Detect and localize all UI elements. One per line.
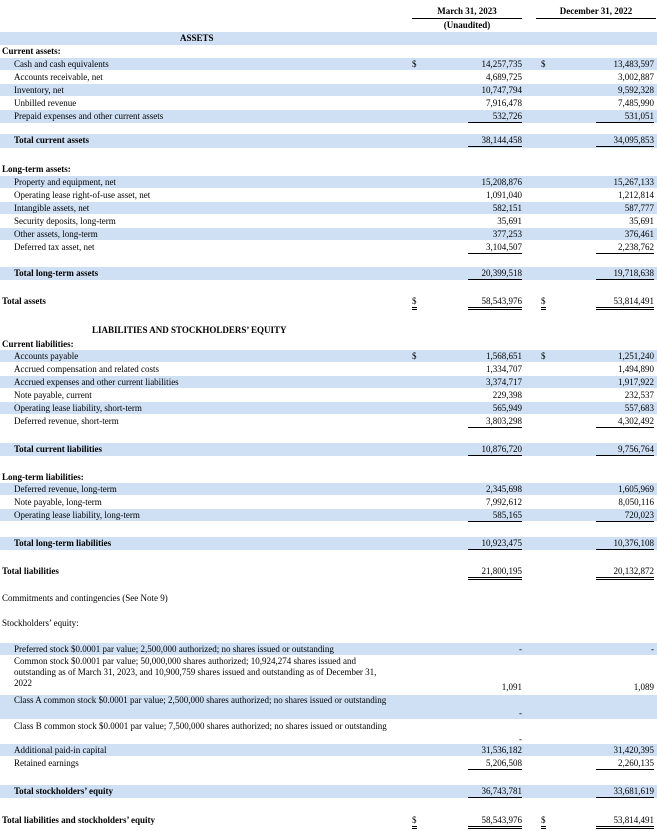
currency-symbol: $	[412, 59, 417, 69]
row-label: Long-term liabilities:	[2, 472, 84, 482]
value-march-2023: 229,398	[492, 390, 522, 400]
line-item-row	[0, 496, 657, 508]
total-row	[0, 134, 657, 148]
value-march-2023: -	[519, 708, 522, 718]
line-item-row	[0, 376, 657, 388]
value-december-2022: 10,376,108	[596, 537, 654, 550]
row-label: Class A common stock $0.0001 par value; 2,500,000 shares authorized; no shares issued or outstanding	[14, 695, 387, 705]
row-label: Accounts payable	[14, 351, 79, 361]
value-march-2023: 21,800,195	[468, 565, 522, 580]
value-december-2022: 2,260,135	[596, 757, 654, 770]
value-december-2022: 1,212,814	[618, 190, 654, 200]
total-row	[0, 537, 657, 550]
row-label: Total liabilities and stockholders’ equity	[2, 815, 156, 825]
value-march-2023: 3,104,507	[468, 241, 522, 254]
total-row	[0, 814, 657, 827]
value-december-2022: 20,132,872	[596, 565, 654, 580]
line-item-row	[0, 757, 657, 769]
value-march-2023: 4,689,725	[486, 72, 522, 82]
column-header-current-note: (Unaudited)	[443, 20, 491, 30]
row-label: Deferred revenue, long-term	[14, 484, 117, 494]
row-label: Security deposits, long-term	[14, 216, 116, 226]
value-march-2023: 7,916,478	[486, 98, 522, 108]
row-label: Class B common stock $0.0001 par value; 7,500,000 shares authorized; no shares issued or outstanding	[14, 721, 387, 731]
total-row	[0, 785, 657, 798]
column-header-prior: December 31, 2022	[536, 4, 656, 19]
line-item-row	[0, 415, 657, 427]
value-december-2022: 53,814,491	[596, 814, 654, 829]
line-item-row	[0, 509, 657, 521]
value-december-2022: 376,461	[624, 229, 654, 239]
row-label: Accrued expenses and other current liabilities	[14, 377, 179, 387]
value-march-2023: 565,949	[492, 403, 522, 413]
row-label: Common stock $0.0001 par value; 50,000,000 shares authorized; 10,924,274 shares issued and outstanding as of March 31, 2023, and 10,900,759 shares issued and outstanding as of December 31, 2022	[14, 656, 377, 688]
line-item-row	[0, 695, 657, 719]
row-label: Inventory, net	[14, 85, 64, 95]
value-december-2022: 9,592,328	[618, 85, 654, 95]
value-march-2023: 5,206,508	[468, 757, 522, 770]
line-item-row	[0, 215, 657, 227]
row-label: Retained earnings	[14, 758, 79, 768]
row-label: Note payable, current	[14, 390, 92, 400]
value-march-2023: 38,144,458	[468, 134, 522, 147]
row-label: Total liabilities	[2, 566, 59, 576]
value-march-2023: 58,543,976	[468, 814, 522, 829]
row-label: Deferred revenue, short-term	[14, 416, 119, 426]
value-march-2023: 585,165	[468, 509, 522, 522]
value-december-2022: 13,483,597	[613, 59, 654, 69]
value-december-2022: 2,238,762	[596, 241, 654, 254]
row-label: Operating lease right-of-use asset, net	[14, 190, 151, 200]
currency-symbol: $	[541, 814, 546, 829]
line-item-row	[0, 744, 657, 756]
line-item-row	[0, 402, 657, 414]
value-december-2022: 3,002,887	[618, 72, 654, 82]
currency-symbol: $	[412, 295, 417, 310]
value-december-2022: 4,302,492	[596, 415, 654, 428]
line-item-row	[0, 110, 657, 123]
value-december-2022: 587,777	[624, 203, 654, 213]
value-december-2022: 35,691	[629, 216, 654, 226]
value-december-2022: 15,267,133	[613, 177, 654, 187]
section-row	[0, 45, 657, 57]
row-label: Preferred stock $0.0001 par value; 2,500,000 authorized; no shares issued or outstanding	[14, 644, 334, 654]
line-item-row	[0, 228, 657, 240]
line-item-row	[0, 189, 657, 201]
value-march-2023: -	[519, 644, 522, 654]
column-header-current: March 31, 2023	[412, 4, 522, 19]
value-december-2022: 1,251,240	[618, 351, 654, 361]
row-label: Operating lease liability, short-term	[14, 403, 142, 413]
value-march-2023: 31,536,182	[481, 745, 522, 755]
value-march-2023: 2,345,698	[486, 484, 522, 494]
value-december-2022: 1,494,890	[618, 364, 654, 374]
value-december-2022: 557,683	[624, 403, 654, 413]
value-december-2022: 1,917,922	[618, 377, 654, 387]
row-label: Total long-term liabilities	[14, 538, 112, 548]
value-december-2022: 33,681,619	[596, 785, 654, 798]
value-march-2023: 35,691	[497, 216, 522, 226]
value-december-2022: 1,605,969	[618, 484, 654, 494]
value-march-2023: 3,374,717	[486, 377, 522, 387]
currency-symbol: $	[541, 295, 546, 310]
value-december-2022: -	[651, 644, 654, 654]
value-march-2023: 58,543,976	[468, 295, 522, 310]
value-march-2023: 1,568,651	[486, 351, 522, 361]
value-december-2022: 7,485,990	[618, 98, 654, 108]
row-label: Current assets:	[2, 46, 61, 56]
currency-symbol: $	[412, 814, 417, 829]
row-label: Commitments and contingencies (See Note 9)	[2, 593, 168, 603]
row-label: Current liabilities:	[2, 339, 74, 349]
row-label: Additional paid-in capital	[14, 745, 107, 755]
line-item-row	[0, 363, 657, 375]
row-label: Cash and cash equivalents	[14, 59, 109, 69]
value-december-2022: 31,420,395	[613, 745, 654, 755]
liabilities-heading: LIABILITIES AND STOCKHOLDERS’ EQUITY	[92, 325, 287, 335]
value-march-2023: 1,091	[501, 682, 522, 692]
row-label: Note payable, long-term	[14, 497, 102, 507]
row-label: Prepaid expenses and other current assets	[14, 111, 164, 121]
value-march-2023: 15,208,876	[481, 177, 522, 187]
row-label: Stockholders’ equity:	[2, 618, 79, 628]
value-december-2022: 1,089	[633, 682, 654, 692]
value-march-2023: 10,747,794	[481, 85, 522, 95]
row-label: Property and equipment, net	[14, 177, 116, 187]
row-label: Accrued compensation and related costs	[14, 364, 159, 374]
row-label: Total stockholders’ equity	[14, 786, 114, 796]
value-december-2022: 720,023	[596, 509, 654, 522]
row-label: Long-term assets:	[2, 164, 71, 174]
value-march-2023: -	[519, 734, 522, 744]
line-item-row	[0, 617, 657, 629]
value-december-2022: 34,095,853	[596, 134, 654, 147]
line-item-row	[0, 350, 657, 362]
line-item-row	[0, 592, 657, 604]
line-item-row	[0, 71, 657, 83]
value-december-2022: 8,050,116	[618, 497, 654, 507]
total-row	[0, 295, 657, 308]
line-item-row	[0, 241, 657, 253]
line-item-row	[0, 176, 657, 188]
row-label: Deferred tax asset, net	[14, 242, 95, 252]
value-december-2022: 232,537	[624, 390, 654, 400]
value-march-2023: 1,334,707	[486, 364, 522, 374]
total-row	[0, 267, 657, 280]
value-march-2023: 532,726	[468, 110, 522, 123]
value-march-2023: 10,923,475	[468, 537, 522, 550]
value-december-2022: 19,718,638	[596, 267, 654, 280]
section-row	[0, 163, 657, 175]
row-label: Total long-term assets	[14, 268, 99, 278]
total-row	[0, 565, 657, 578]
row-label: Intangible assets, net	[14, 203, 90, 213]
value-december-2022: 53,814,491	[596, 295, 654, 310]
line-item-row	[0, 58, 657, 70]
value-march-2023: 377,253	[492, 229, 522, 239]
section-row	[0, 338, 657, 350]
line-item-row	[0, 389, 657, 401]
line-item-row	[0, 721, 657, 745]
value-march-2023: 582,151	[492, 203, 522, 213]
line-item-row	[0, 643, 657, 655]
value-march-2023: 1,091,040	[486, 190, 522, 200]
currency-symbol: $	[541, 59, 546, 69]
value-march-2023: 10,876,720	[468, 443, 522, 456]
total-row	[0, 443, 657, 456]
value-december-2022: 531,051	[596, 110, 654, 123]
value-march-2023: 7,992,612	[486, 497, 522, 507]
line-item-row	[0, 84, 657, 96]
value-march-2023: 14,257,735	[481, 59, 522, 69]
row-label: Total current liabilities	[14, 444, 103, 454]
row-label: Total current assets	[14, 135, 89, 145]
line-item-row	[0, 656, 657, 693]
value-march-2023: 36,743,781	[468, 785, 522, 798]
value-march-2023: 3,803,298	[468, 415, 522, 428]
section-row	[0, 471, 657, 483]
row-label: Total assets	[2, 296, 46, 306]
row-label: Operating lease liability, long-term	[14, 510, 140, 520]
liabilities-heading-row	[0, 324, 657, 336]
line-item-row	[0, 97, 657, 109]
line-item-row	[0, 483, 657, 495]
assets-heading-row	[0, 32, 657, 45]
currency-symbol: $	[412, 351, 417, 361]
assets-heading: ASSETS	[180, 33, 214, 43]
row-label: Other assets, long-term	[14, 229, 98, 239]
value-december-2022: 9,756,764	[596, 443, 654, 456]
row-label: Accounts receivable, net	[14, 72, 103, 82]
currency-symbol: $	[541, 351, 546, 361]
row-label: Unbilled revenue	[14, 98, 77, 108]
line-item-row	[0, 202, 657, 214]
value-march-2023: 20,399,518	[468, 267, 522, 280]
